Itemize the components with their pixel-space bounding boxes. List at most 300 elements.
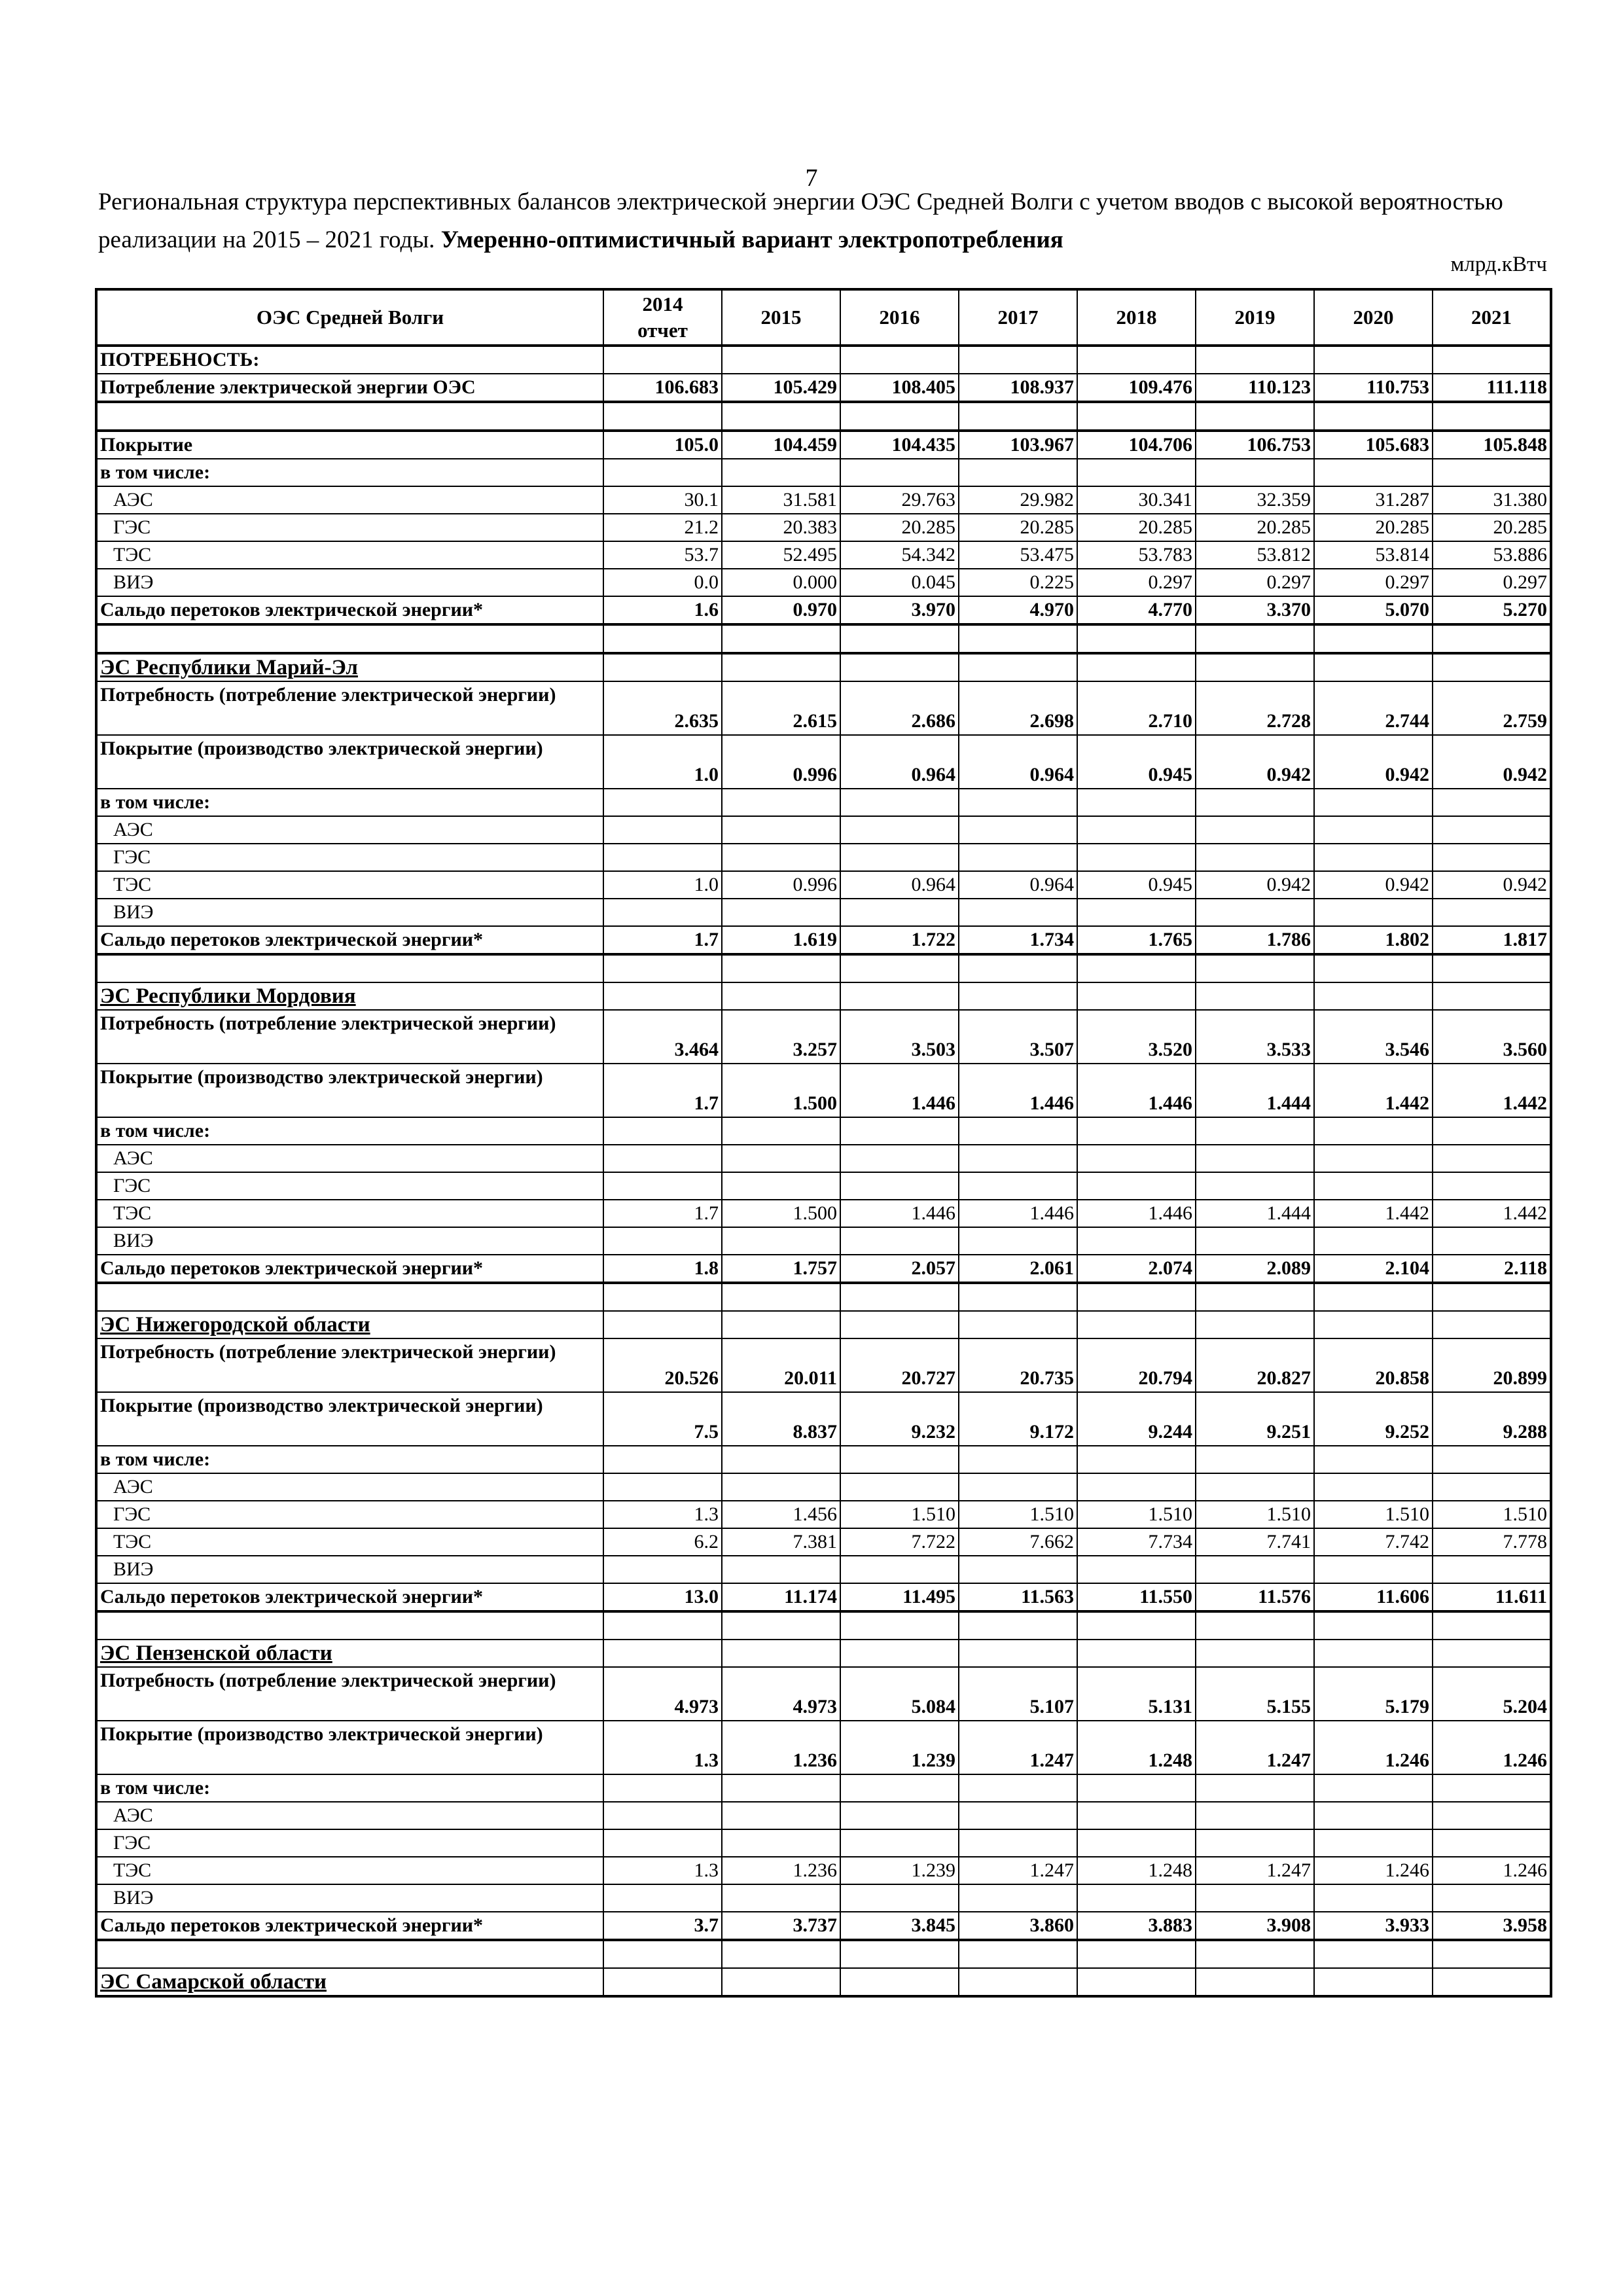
row-value: 3.933 <box>1314 1912 1433 1940</box>
row-value <box>1077 1611 1196 1640</box>
row-value: 2.118 <box>1433 1255 1551 1283</box>
row-value <box>1196 1283 1314 1311</box>
row-value: 1.0 <box>603 735 722 789</box>
row-label: Потребление электрической энергии ОЭС <box>96 374 603 402</box>
row-value <box>1196 459 1314 486</box>
row-value: 1.446 <box>1077 1200 1196 1227</box>
row-label: АЭС <box>96 1802 603 1829</box>
row-value: 1.6 <box>603 596 722 624</box>
row-value <box>840 1145 959 1172</box>
row-value <box>1077 1446 1196 1473</box>
row-value <box>722 1968 840 1996</box>
row-value <box>722 1774 840 1802</box>
row-label <box>96 954 603 982</box>
header-year: 2016 <box>840 289 959 346</box>
row-label: Потребность (потребление электрической энергии) <box>96 1338 603 1392</box>
row-value <box>1433 982 1551 1010</box>
row-value <box>959 1172 1077 1200</box>
row-label: ВИЭ <box>96 1884 603 1912</box>
row-value: 11.550 <box>1077 1583 1196 1611</box>
table-row <box>96 1667 1551 1721</box>
row-value: 4.973 <box>603 1667 722 1721</box>
table-row <box>96 681 1551 735</box>
row-value: 53.7 <box>603 541 722 569</box>
row-value: 0.297 <box>1433 569 1551 596</box>
header-year: 2019 <box>1196 289 1314 346</box>
row-label: ВИЭ <box>96 899 603 926</box>
row-value: 7.662 <box>959 1528 1077 1556</box>
row-value <box>1196 844 1314 871</box>
table-row <box>96 1311 1551 1338</box>
row-value: 20.285 <box>1077 514 1196 541</box>
row-value <box>840 1829 959 1857</box>
row-value <box>603 1145 722 1172</box>
row-value: 53.475 <box>959 541 1077 569</box>
row-value: 1.786 <box>1196 926 1314 954</box>
row-value: 0.297 <box>1314 569 1433 596</box>
row-label: в том числе: <box>96 459 603 486</box>
row-value <box>722 1117 840 1145</box>
row-value <box>722 624 840 653</box>
row-value <box>959 1117 1077 1145</box>
row-value <box>959 1884 1077 1912</box>
row-value <box>959 624 1077 653</box>
row-value <box>1196 982 1314 1010</box>
row-value <box>1077 1172 1196 1200</box>
row-value: 1.246 <box>1433 1857 1551 1884</box>
row-value <box>722 1283 840 1311</box>
row-value <box>1433 1145 1551 1172</box>
row-value: 0.942 <box>1314 735 1433 789</box>
table-row <box>96 431 1551 459</box>
row-value: 1.734 <box>959 926 1077 954</box>
table-row <box>96 1145 1551 1172</box>
row-label: ГЭС <box>96 1172 603 1200</box>
row-value <box>603 982 722 1010</box>
table-row <box>96 816 1551 844</box>
row-value: 1.510 <box>840 1501 959 1528</box>
row-value: 7.778 <box>1433 1528 1551 1556</box>
row-value: 7.5 <box>603 1392 722 1446</box>
row-value: 9.288 <box>1433 1392 1551 1446</box>
row-value <box>603 1829 722 1857</box>
header-system: ОЭС Средней Волги <box>96 289 603 346</box>
table-row <box>96 374 1551 402</box>
row-value <box>722 459 840 486</box>
row-value <box>1314 899 1433 926</box>
row-value <box>1433 1172 1551 1200</box>
row-value <box>1077 1774 1196 1802</box>
row-value <box>603 1640 722 1667</box>
row-value: 7.734 <box>1077 1528 1196 1556</box>
row-value <box>1077 1227 1196 1255</box>
row-value <box>840 1283 959 1311</box>
row-value <box>1433 1283 1551 1311</box>
row-value <box>1314 789 1433 816</box>
row-value <box>722 1940 840 1968</box>
row-label: ЭС Нижегородской области <box>96 1311 603 1338</box>
row-value: 1.248 <box>1077 1857 1196 1884</box>
row-value: 3.958 <box>1433 1912 1551 1940</box>
row-value <box>959 1774 1077 1802</box>
row-value <box>1077 816 1196 844</box>
row-value <box>1077 624 1196 653</box>
row-value <box>1314 624 1433 653</box>
row-value <box>1196 1172 1314 1200</box>
row-value <box>722 1473 840 1501</box>
row-label: Потребность (потребление электрической энергии) <box>96 1010 603 1064</box>
row-value: 20.383 <box>722 514 840 541</box>
row-label: ВИЭ <box>96 1227 603 1255</box>
row-value: 3.737 <box>722 1912 840 1940</box>
row-value <box>1196 789 1314 816</box>
row-value: 5.204 <box>1433 1667 1551 1721</box>
row-label: ГЭС <box>96 844 603 871</box>
row-value: 0.996 <box>722 871 840 899</box>
row-value: 1.247 <box>1196 1721 1314 1774</box>
row-value: 20.011 <box>722 1338 840 1392</box>
table-row <box>96 459 1551 486</box>
table-row <box>96 926 1551 954</box>
row-value <box>603 1227 722 1255</box>
row-value <box>1077 653 1196 681</box>
row-value <box>1077 1940 1196 1968</box>
row-value: 111.118 <box>1433 374 1551 402</box>
row-value: 3.560 <box>1433 1010 1551 1064</box>
row-value: 0.942 <box>1196 735 1314 789</box>
row-value <box>603 402 722 431</box>
row-value: 20.285 <box>840 514 959 541</box>
row-value <box>1196 346 1314 374</box>
row-value <box>722 816 840 844</box>
row-value <box>1196 1802 1314 1829</box>
row-value: 1.510 <box>1077 1501 1196 1528</box>
row-value <box>603 346 722 374</box>
row-value: 54.342 <box>840 541 959 569</box>
row-value: 2.698 <box>959 681 1077 735</box>
row-value: 9.251 <box>1196 1392 1314 1446</box>
table-row <box>96 1338 1551 1392</box>
row-value <box>603 1283 722 1311</box>
row-value <box>959 982 1077 1010</box>
row-value <box>1077 789 1196 816</box>
row-value <box>603 1311 722 1338</box>
row-value <box>959 1829 1077 1857</box>
row-label: ЭС Самарской области <box>96 1968 603 1996</box>
row-value <box>959 789 1077 816</box>
row-value: 5.155 <box>1196 1667 1314 1721</box>
row-value <box>1433 459 1551 486</box>
row-value <box>1196 1940 1314 1968</box>
title-text: Региональная структура перспективных балансов электрической энергии ОЭС Средней Волги с учетом вводов с высокой вероятностью реализации на 2015 – 2021 годы. <box>98 188 1503 253</box>
row-label: ТЭС <box>96 541 603 569</box>
row-value <box>1196 899 1314 926</box>
row-value <box>1077 1829 1196 1857</box>
row-value <box>722 789 840 816</box>
row-value <box>959 1611 1077 1640</box>
row-value <box>603 1556 722 1583</box>
row-value: 5.270 <box>1433 596 1551 624</box>
row-value <box>1433 402 1551 431</box>
row-label: в том числе: <box>96 1446 603 1473</box>
row-value <box>1433 1640 1551 1667</box>
row-label <box>96 1611 603 1640</box>
row-value <box>1433 816 1551 844</box>
row-value: 1.3 <box>603 1857 722 1884</box>
row-label: АЭС <box>96 816 603 844</box>
row-label: АЭС <box>96 1473 603 1501</box>
row-label: Покрытие (производство электрической энергии) <box>96 1392 603 1446</box>
table-row <box>96 735 1551 789</box>
row-value: 2.728 <box>1196 681 1314 735</box>
row-value <box>959 899 1077 926</box>
table-row <box>96 1829 1551 1857</box>
row-value: 1.446 <box>959 1064 1077 1117</box>
row-label: ЭС Пензенской области <box>96 1640 603 1667</box>
row-value <box>722 1611 840 1640</box>
row-value <box>1433 789 1551 816</box>
row-value <box>959 1640 1077 1667</box>
table-row <box>96 1227 1551 1255</box>
row-value: 20.827 <box>1196 1338 1314 1392</box>
row-value <box>722 1802 840 1829</box>
row-value <box>1196 1829 1314 1857</box>
row-value: 0.942 <box>1433 871 1551 899</box>
row-value <box>1314 653 1433 681</box>
row-value <box>1433 346 1551 374</box>
row-value <box>840 1473 959 1501</box>
row-value <box>603 816 722 844</box>
units-label: млрд.кВтч <box>1450 253 1547 276</box>
row-value: 1.7 <box>603 1200 722 1227</box>
row-value <box>722 982 840 1010</box>
row-value: 1.3 <box>603 1721 722 1774</box>
row-value <box>959 1556 1077 1583</box>
row-value <box>722 844 840 871</box>
row-value <box>722 1311 840 1338</box>
row-value <box>1196 1611 1314 1640</box>
row-value <box>959 1940 1077 1968</box>
row-value <box>1077 899 1196 926</box>
row-value: 0.964 <box>840 871 959 899</box>
row-value: 2.104 <box>1314 1255 1433 1283</box>
row-label <box>96 1283 603 1311</box>
row-label: Сальдо перетоков электрической энергии* <box>96 926 603 954</box>
row-value: 3.883 <box>1077 1912 1196 1940</box>
table-row <box>96 1064 1551 1117</box>
row-value: 4.770 <box>1077 596 1196 624</box>
row-value: 5.131 <box>1077 1667 1196 1721</box>
row-value <box>959 1145 1077 1172</box>
row-value <box>840 624 959 653</box>
header-year: 2021 <box>1433 289 1551 346</box>
row-value <box>840 844 959 871</box>
row-value: 3.860 <box>959 1912 1077 1940</box>
row-value: 109.476 <box>1077 374 1196 402</box>
row-value: 1.444 <box>1196 1064 1314 1117</box>
row-value: 104.459 <box>722 431 840 459</box>
row-value <box>1314 954 1433 982</box>
row-value: 1.246 <box>1314 1721 1433 1774</box>
row-value <box>1196 1227 1314 1255</box>
table-row <box>96 1528 1551 1556</box>
row-value <box>1077 1473 1196 1501</box>
row-value <box>1077 1283 1196 1311</box>
row-value <box>1314 1446 1433 1473</box>
row-label: ЭС Республики Мордовия <box>96 982 603 1010</box>
row-value <box>840 1968 959 1996</box>
row-label: ТЭС <box>96 871 603 899</box>
table-row <box>96 486 1551 514</box>
table-row <box>96 1611 1551 1640</box>
row-value: 104.435 <box>840 431 959 459</box>
row-value: 0.297 <box>1077 569 1196 596</box>
row-value: 1.510 <box>1196 1501 1314 1528</box>
table-row <box>96 1583 1551 1611</box>
row-value <box>1314 1829 1433 1857</box>
row-value: 1.442 <box>1433 1064 1551 1117</box>
row-value: 31.581 <box>722 486 840 514</box>
document-title <box>98 183 1564 259</box>
row-value: 1.248 <box>1077 1721 1196 1774</box>
row-value <box>1077 1802 1196 1829</box>
row-value <box>1196 1446 1314 1473</box>
row-value: 0.945 <box>1077 871 1196 899</box>
row-value: 9.232 <box>840 1392 959 1446</box>
row-value <box>1314 1145 1433 1172</box>
row-value <box>603 653 722 681</box>
row-value <box>959 816 1077 844</box>
row-value <box>1314 1473 1433 1501</box>
row-value: 1.246 <box>1314 1857 1433 1884</box>
row-value: 20.285 <box>959 514 1077 541</box>
row-value <box>959 1446 1077 1473</box>
row-value: 20.727 <box>840 1338 959 1392</box>
row-value: 1.239 <box>840 1721 959 1774</box>
row-value: 2.686 <box>840 681 959 735</box>
row-value: 52.495 <box>722 541 840 569</box>
row-value <box>1196 1145 1314 1172</box>
row-value: 1.3 <box>603 1501 722 1528</box>
row-value: 0.225 <box>959 569 1077 596</box>
row-value <box>722 1829 840 1857</box>
row-value <box>1314 982 1433 1010</box>
row-value <box>840 816 959 844</box>
row-value: 0.945 <box>1077 735 1196 789</box>
row-value <box>603 459 722 486</box>
row-value: 3.464 <box>603 1010 722 1064</box>
row-value <box>603 1446 722 1473</box>
row-value <box>1433 653 1551 681</box>
row-value: 7.741 <box>1196 1528 1314 1556</box>
row-label: ПОТРЕБНОСТЬ: <box>96 346 603 374</box>
row-value <box>1433 1227 1551 1255</box>
row-value: 110.123 <box>1196 374 1314 402</box>
row-value: 105.848 <box>1433 431 1551 459</box>
table-row <box>96 1501 1551 1528</box>
row-value <box>1314 1117 1433 1145</box>
row-value <box>722 346 840 374</box>
row-value: 1.239 <box>840 1857 959 1884</box>
row-value <box>840 653 959 681</box>
row-value <box>840 789 959 816</box>
row-value <box>603 1611 722 1640</box>
row-value: 53.812 <box>1196 541 1314 569</box>
row-value <box>1433 1446 1551 1473</box>
row-label: Сальдо перетоков электрической энергии* <box>96 1255 603 1283</box>
row-value: 1.8 <box>603 1255 722 1283</box>
row-value: 1.446 <box>840 1200 959 1227</box>
row-value: 3.7 <box>603 1912 722 1940</box>
row-label: Сальдо перетоков электрической энергии* <box>96 1912 603 1940</box>
row-value <box>603 899 722 926</box>
row-value <box>1077 346 1196 374</box>
row-value <box>1077 1884 1196 1912</box>
table-row <box>96 1912 1551 1940</box>
row-label: Сальдо перетоков электрической энергии* <box>96 1583 603 1611</box>
row-value <box>840 1311 959 1338</box>
row-value: 1.802 <box>1314 926 1433 954</box>
row-value: 1.619 <box>722 926 840 954</box>
row-value: 53.814 <box>1314 541 1433 569</box>
row-value: 11.576 <box>1196 1583 1314 1611</box>
row-value: 11.174 <box>722 1583 840 1611</box>
row-value <box>1077 1311 1196 1338</box>
row-value: 1.7 <box>603 926 722 954</box>
row-value: 2.089 <box>1196 1255 1314 1283</box>
row-value <box>722 402 840 431</box>
row-value <box>1077 954 1196 982</box>
row-value <box>1433 1311 1551 1338</box>
row-value <box>959 459 1077 486</box>
row-label: Потребность (потребление электрической энергии) <box>96 681 603 735</box>
row-value <box>840 954 959 982</box>
row-value: 5.070 <box>1314 596 1433 624</box>
row-value <box>722 1227 840 1255</box>
row-value: 7.722 <box>840 1528 959 1556</box>
table-row <box>96 871 1551 899</box>
row-value: 1.757 <box>722 1255 840 1283</box>
row-value: 0.964 <box>959 735 1077 789</box>
row-value: 29.763 <box>840 486 959 514</box>
row-value <box>722 954 840 982</box>
row-label: Потребность (потребление электрической энергии) <box>96 1667 603 1721</box>
table-row <box>96 982 1551 1010</box>
row-value <box>1077 982 1196 1010</box>
row-value: 9.244 <box>1077 1392 1196 1446</box>
row-value: 1.247 <box>1196 1857 1314 1884</box>
row-value <box>840 1802 959 1829</box>
row-value: 11.606 <box>1314 1583 1433 1611</box>
title-variant: Умеренно-оптимистичный вариант электропотребления <box>440 226 1063 253</box>
row-value <box>603 1172 722 1200</box>
row-label: АЭС <box>96 486 603 514</box>
row-label: ТЭС <box>96 1857 603 1884</box>
table-row <box>96 1117 1551 1145</box>
row-value <box>959 1311 1077 1338</box>
row-label: Покрытие (производство электрической энергии) <box>96 735 603 789</box>
row-value <box>1314 1968 1433 1996</box>
row-value: 0.297 <box>1196 569 1314 596</box>
table-row <box>96 653 1551 681</box>
row-value <box>1196 816 1314 844</box>
row-value <box>722 899 840 926</box>
row-value <box>959 1227 1077 1255</box>
row-value: 106.753 <box>1196 431 1314 459</box>
table-row <box>96 844 1551 871</box>
row-label <box>96 624 603 653</box>
row-value: 1.247 <box>959 1721 1077 1774</box>
